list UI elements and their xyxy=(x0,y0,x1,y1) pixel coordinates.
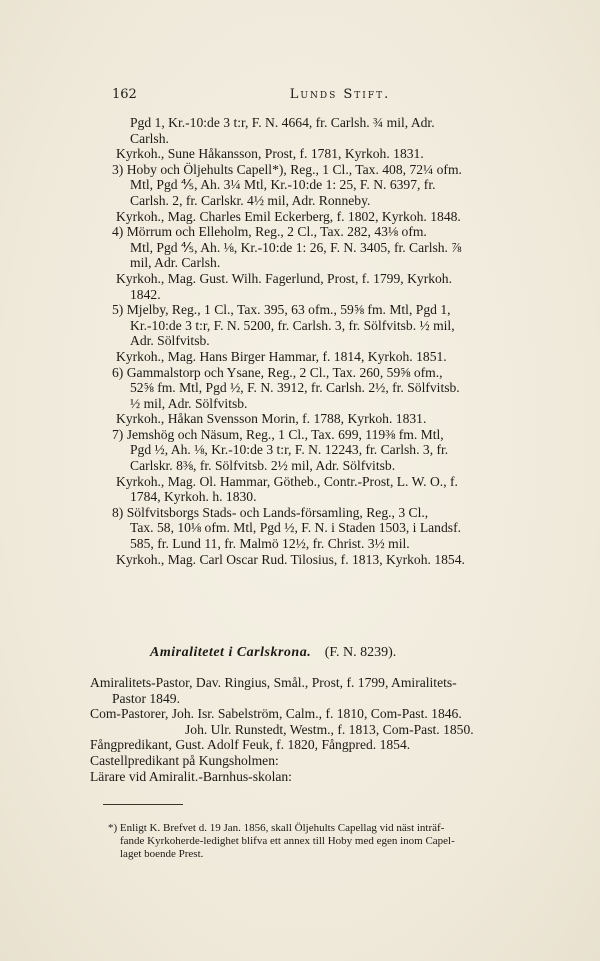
section-title: Amiralitetet i Carlskrona. xyxy=(150,645,312,660)
page-number: 162 xyxy=(112,87,137,102)
text-line: Mtl, Pgd ⅘, Ah. ⅛, Kr.-10:de 1: 26, F. N. 3405, fr. Carlsh. ⅞ xyxy=(130,239,462,255)
text-line: 52⅝ fm. Mtl, Pgd ½, F. N. 3912, fr. Carlsh. 2½, fr. Sölfvitsb. xyxy=(130,380,460,396)
parish-list xyxy=(112,115,568,567)
text-line: Tax. 58, 10⅛ ofm. Mtl, Pgd ½, F. N. i Staden 1503, i Landsf. xyxy=(130,520,461,536)
text-line: Kr.-10:de 3 t:r, F. N. 5200, fr. Carlsh. 3, fr. Sölfvitsb. ½ mil, xyxy=(130,317,455,333)
running-title: Lunds Stift. xyxy=(289,87,391,102)
footnote xyxy=(108,822,560,861)
parish-entry-7: 7) Jemshög och Näsum, Reg., 1 Cl., Tax. 699, 119⅜ fm. Mtl, xyxy=(112,426,444,442)
page-header xyxy=(112,87,568,105)
text-line: Amiralitets-Pastor, Dav. Ringius, Smål., Prost, f. 1799, Amiralitets- xyxy=(90,675,457,690)
text-line: 1842. xyxy=(130,286,161,302)
text-line: 585, fr. Lund 11, fr. Malmö 12½, fr. Christ. 3½ mil. xyxy=(130,536,410,552)
text-line: Pgd 1, Kr.-10:de 3 t:r, F. N. 4664, fr. Carlsh. ¾ mil, Adr. xyxy=(130,115,435,130)
text-line: Kyrkoh., Mag. Hans Birger Hammar, f. 1814, Kyrkoh. 1851. xyxy=(116,348,447,364)
parish-entry-4: 4) Mörrum och Elleholm, Reg., 2 Cl., Tax. 282, 43⅛ ofm. xyxy=(112,224,427,240)
text-line: Kyrkoh., Mag. Charles Emil Eckerberg, f. 1802, Kyrkoh. 1848. xyxy=(116,208,461,224)
text-line: Carlsh. xyxy=(130,130,169,146)
text-line: Kyrkoh., Mag. Carl Oscar Rud. Tilosius, f. 1813, Kyrkoh. 1854. xyxy=(116,551,465,567)
text-line: Lärare vid Amiralit.-Barnhus-skolan: xyxy=(90,768,292,784)
parish-entry-3: 3) Hoby och Öljehults Capell*), Reg., 1 Cl., Tax. 408, 72¼ ofm. xyxy=(112,161,462,177)
text-line: mil, Adr. Carlsh. xyxy=(130,255,221,271)
text-line: Carlskr. 8⅜, fr. Sölfvitsb. 2½ mil, Adr. Sölfvitsb. xyxy=(130,458,396,474)
text-line: Carlsh. 2, fr. Carlskr. 4½ mil, Adr. Ronneby. xyxy=(130,192,371,208)
text-line: ½ mil, Adr. Sölfvitsb. xyxy=(130,395,248,411)
footnote-line: *) Enligt K. Brefvet d. 19 Jan. 1856, skall Öljehults Capellag vid näst inträf- xyxy=(108,822,445,834)
footnote-rule xyxy=(103,804,183,805)
text-line: Kyrkoh., Mag. Ol. Hammar, Götheb., Contr.-Prost, L. W. O., f. xyxy=(116,473,458,489)
admiralty-list xyxy=(90,675,560,784)
text-line: Com-Pastorer, Joh. Isr. Sabelström, Calm., f. 1810, Com-Past. 1846. xyxy=(90,706,462,722)
text-line: Pastor 1849. xyxy=(112,690,180,706)
section-heading xyxy=(150,645,396,661)
parish-entry-8: 8) Sölfvitsborgs Stads- och Lands-församling, Reg., 3 Cl., xyxy=(112,504,429,520)
text-line: Mtl, Pgd ⅘, Ah. 3¼ Mtl, Kr.-10:de 1: 25, F. N. 6397, fr. xyxy=(130,177,436,193)
footnote-line: laget boende Prest. xyxy=(120,848,204,860)
text-line: Castellpredikant på Kungsholmen: xyxy=(90,752,279,768)
text-line: Fångpredikant, Gust. Adolf Feuk, f. 1820, Fångpred. 1854. xyxy=(90,737,411,753)
text-line: Adr. Sölfvitsb. xyxy=(130,333,210,349)
footnote-line: fande Kyrkoherde-ledighet blifva ett annex till Hoby med egen inom Capel- xyxy=(120,835,455,847)
text-line: Kyrkoh., Håkan Svensson Morin, f. 1788, Kyrkoh. 1831. xyxy=(116,411,427,427)
text-line: Kyrkoh., Sune Håkansson, Prost, f. 1781, Kyrkoh. 1831. xyxy=(116,146,424,162)
text-line: Kyrkoh., Mag. Gust. Wilh. Fagerlund, Prost, f. 1799, Kyrkoh. xyxy=(116,270,453,286)
parish-entry-6: 6) Gammalstorp och Ysane, Reg., 2 Cl., Tax. 260, 59⅝ ofm., xyxy=(112,364,443,380)
text-line: Pgd ½, Ah. ⅛, Kr.-10:de 3 t:r, F. N. 12243, fr. Carlsh. 3, fr. xyxy=(130,442,449,458)
section-fn: (F. N. 8239). xyxy=(324,645,397,660)
parish-entry-5: 5) Mjelby, Reg., 1 Cl., Tax. 395, 63 ofm., 59⅝ fm. Mtl, Pgd 1, xyxy=(112,302,451,318)
text-line: Joh. Ulr. Runstedt, Westm., f. 1813, Com-Past. 1850. xyxy=(185,721,474,737)
text-line: 1784, Kyrkoh. h. 1830. xyxy=(130,489,257,505)
